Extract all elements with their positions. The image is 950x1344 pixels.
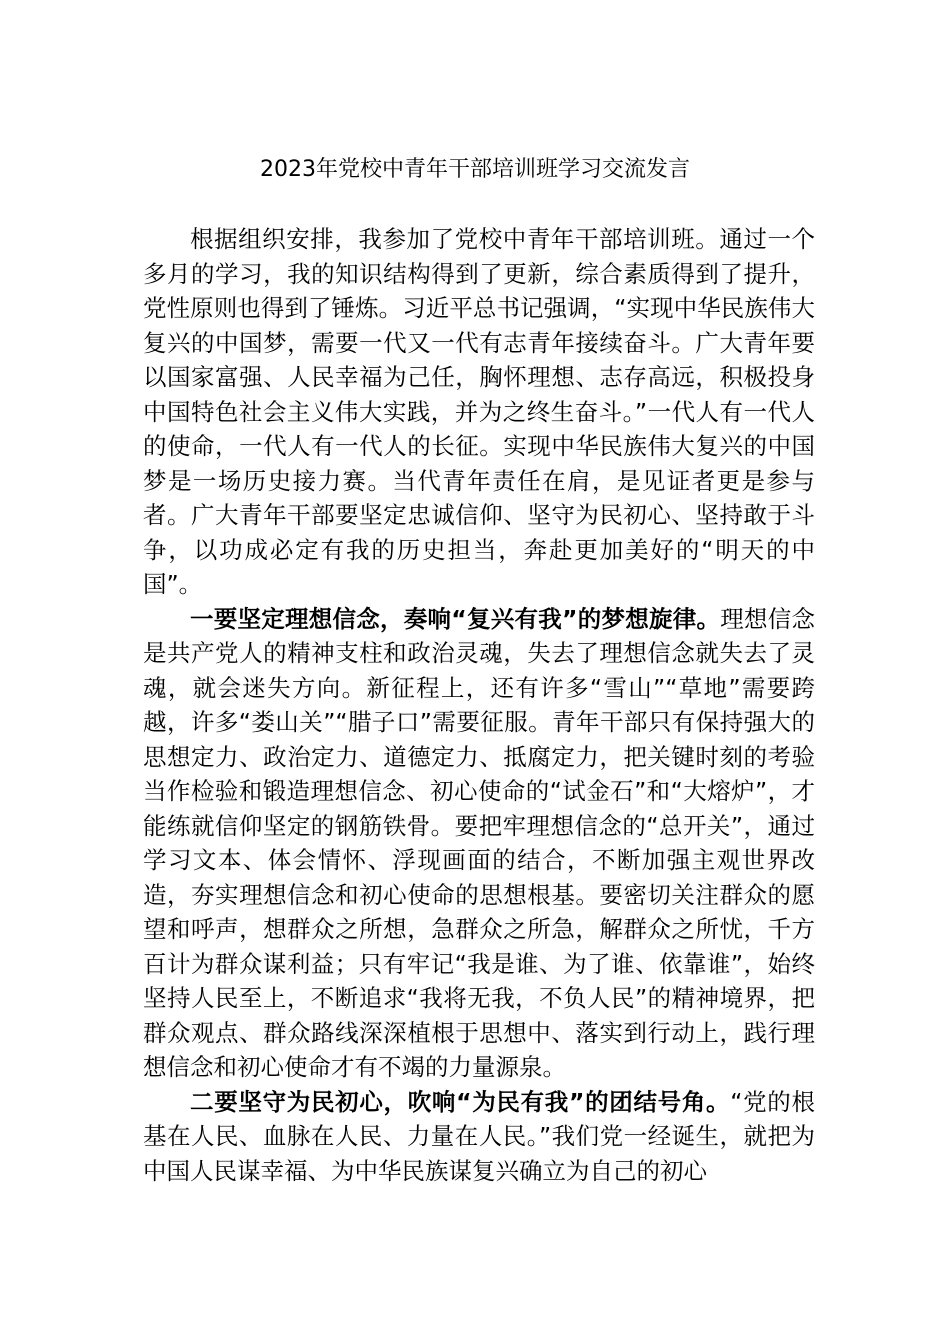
paragraph-intro (143, 222, 815, 602)
paragraph-text: 理想信念是共产党人的精神支柱和政治灵魂，失去了理想信念就失去了灵魂，就会迷失方向。新征程上，还有许多“雪山”“草地”需要跨越，许多“娄山关”“腊子口”需要征服。青年干部只有保持强大的思想定力、政治定力、道德定力、抵腐定力，把关键时刻的考验当作检验和锻造理想信念、初心使命的“试金石”和“大熔炉”，才能练就信仰坚定的钢筋铁骨。要把牢理想信念的“总开关”，通过学习文本、体会情怀、浮现画面的结合，不断加强主观世界改造，夯实理想信念和初心使命的思想根基。要密切关注群众的愿望和呼声，想群众之所想，急群众之所急，解群众之所忧，千方百计为群众谋利益；只有牢记“我是谁、为了谁、依靠谁”，始终坚持人民至上，不断追求“我将无我，不负人民”的精神境界，把群众观点、群众路线深深植根于思想中、落实到行动上，践行理想信念和初心使命才有不竭的力量源泉。 (143, 604, 816, 1081)
section-heading: 一要坚定理想信念，奏响“复兴有我”的梦想旋律。 (190, 604, 721, 633)
document-body (143, 222, 815, 1188)
paragraph-text: 根据组织安排，我参加了党校中青年干部培训班。通过一个多月的学习，我的知识结构得到了更新，综合素质得到了提升，党性原则也得到了锤炼。习近平总书记强调，“实现中华民族伟大复兴的中国梦，需要一代又一代有志青年接续奋斗。广大青年要以国家富强、人民幸福为己任，胸怀理想、志存高远，积极投身中国特色社会主义伟大实践，并为之终生奋斗。”一代人有一代人的使命，一代人有一代人的长征。实现中华民族伟大复兴的中国梦是一场历史接力赛。当代青年责任在肩，是见证者更是参与者。广大青年干部要坚定忠诚信仰、坚守为民初心、坚持敢于斗争，以功成必定有我的历史担当，奔赴更加美好的“明天的中国”。 (143, 225, 815, 598)
document-title: 2023年党校中青年干部培训班学习交流发言 (260, 157, 690, 182)
paragraph-text: “党的根基在人民、血脉在人民、力量在人民。”我们党一经诞生，就把为中国人民谋幸福、为中华民族谋复兴确立为自己的初心 (143, 1087, 815, 1185)
paragraph-section-one (143, 602, 815, 1085)
paragraph-section-two (143, 1085, 815, 1189)
section-heading: 二要坚守为民初心，吹响“为民有我”的团结号角。 (190, 1087, 731, 1116)
